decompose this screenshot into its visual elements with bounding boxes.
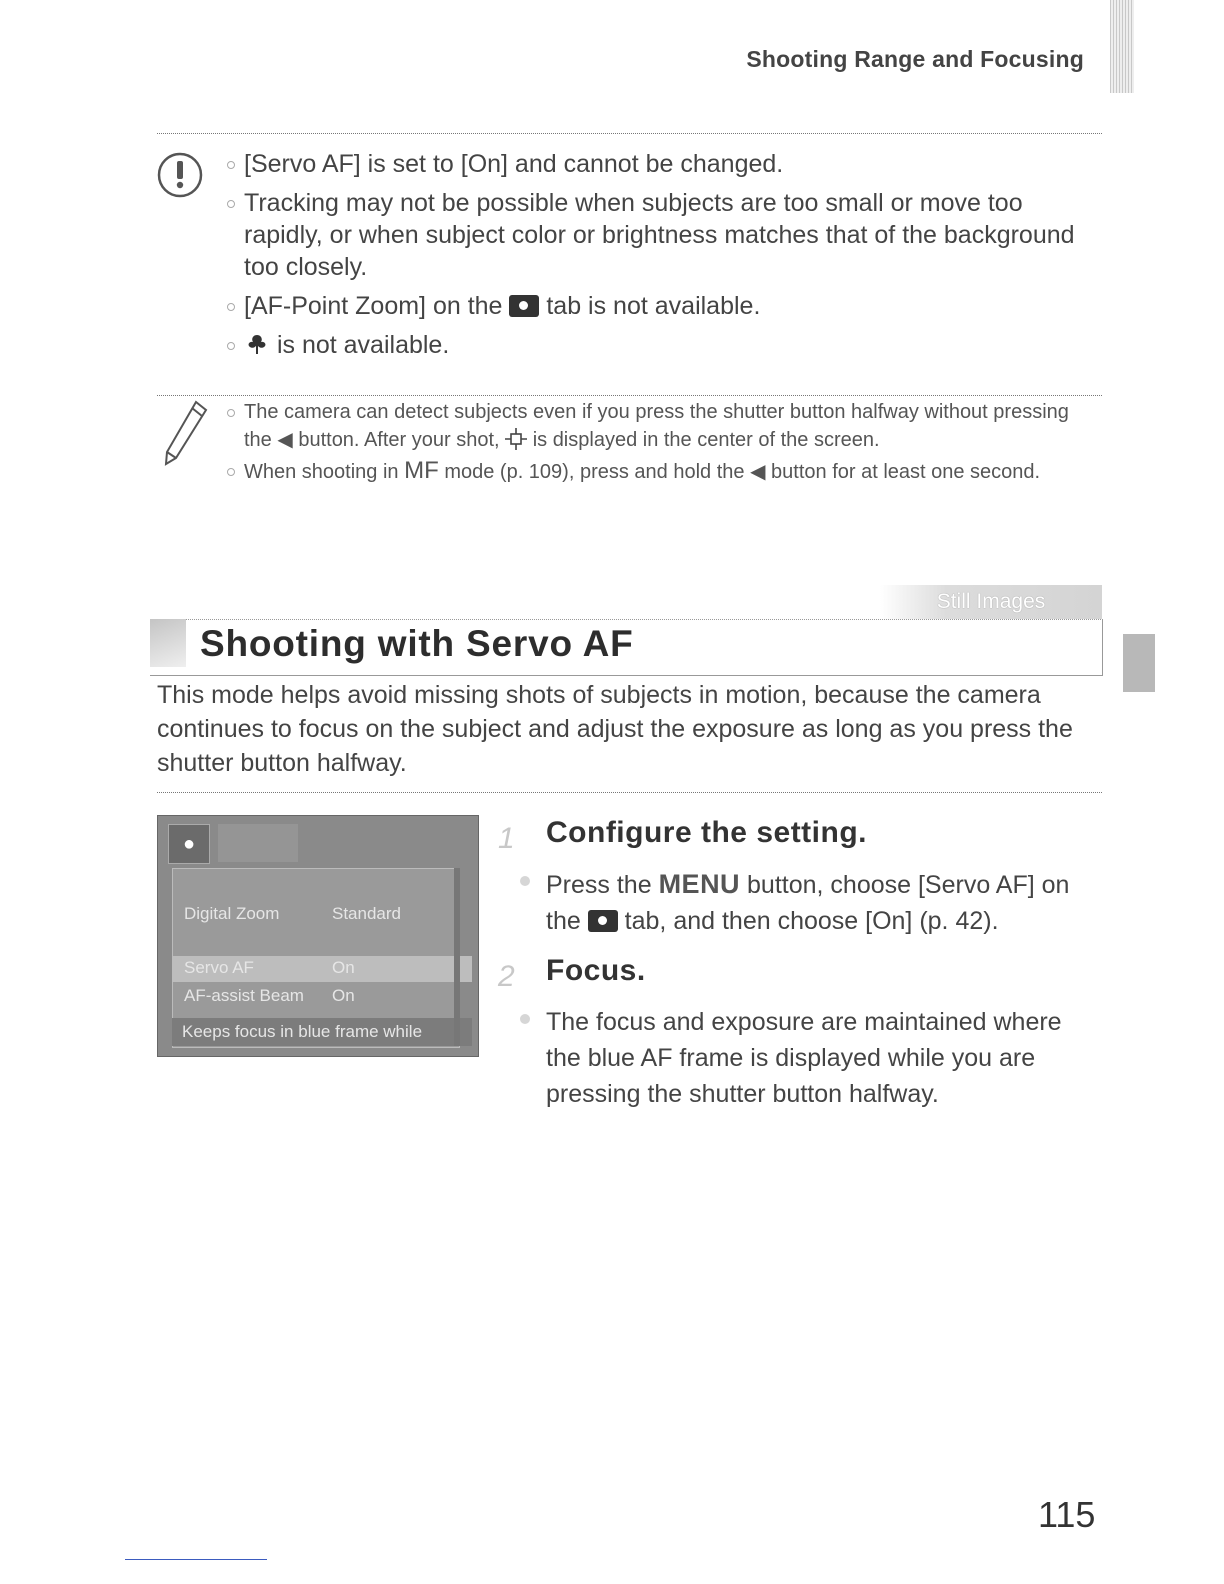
camera-icon: ●	[168, 824, 210, 864]
footer-rule	[125, 1559, 267, 1560]
caution-item: Tracking may not be possible when subjects are too small or move too rapidly, or when subject color or brightness matches that of the background too closely.	[244, 187, 1084, 283]
step-number: 2	[498, 960, 515, 993]
camera-tab-icon	[588, 910, 618, 932]
step-title: Focus.	[546, 954, 646, 987]
caution-item: [AF-Point Zoom] on the tab is not available.	[244, 290, 1084, 322]
screen-menu-row: AF-assist Beam On	[184, 986, 355, 1005]
step-text: Press the MENU button, choose [Servo AF] on the tab, and then choose [On] (p. 42).	[546, 869, 1070, 935]
mf-mode-label: MF	[404, 457, 439, 484]
divider	[157, 133, 1102, 134]
section-intro: This mode helps avoid missing shots of subjects in motion, because the camera continues to focus on the subject and adjust the exposure as long as you press the shutter button halfway.	[157, 681, 1073, 777]
running-header: Shooting Range and Focusing	[746, 46, 1084, 72]
note-item: When shooting in MF mode (p. 109), press and hold the ◀ button for at least one second.	[244, 457, 1094, 486]
pencil-icon	[160, 398, 210, 470]
note-list	[244, 398, 1094, 489]
step-text: The focus and exposure are maintained where the blue AF frame is displayed while you are pressing the shutter button halfway.	[546, 1008, 1062, 1108]
screen-menu-row-selected: Servo AF On	[172, 956, 472, 982]
divider	[157, 395, 1102, 396]
note-item: The camera can detect subjects even if you press the shutter button halfway without pressing the ◀ button. After your shot, is displayed in the center of the screen.	[244, 398, 1094, 454]
menu-button-label: MENU	[658, 869, 741, 899]
screen-tab	[218, 824, 298, 862]
page-number: 115	[1038, 1494, 1096, 1535]
step-title: Configure the setting.	[546, 816, 867, 849]
divider	[157, 792, 1102, 793]
camera-tab-icon	[509, 295, 539, 317]
screen-menu-row: Digital Zoom Standard	[184, 904, 401, 923]
camera-menu-screenshot	[157, 815, 479, 1057]
step-number: 1	[498, 822, 515, 855]
section-title: Shooting with Servo AF	[200, 623, 634, 664]
screen-scrollbar	[454, 868, 460, 1046]
caution-icon	[155, 150, 205, 200]
af-frame-icon	[505, 428, 527, 450]
step-bullet	[520, 1014, 530, 1024]
step-bullet	[520, 876, 530, 886]
caution-item: [Servo AF] is set to [On] and cannot be changed.	[244, 148, 1084, 180]
chapter-tab-marker	[1110, 0, 1134, 93]
section-marker	[150, 619, 186, 667]
left-button-icon: ◀	[277, 429, 293, 451]
still-images-badge: Still Images	[880, 585, 1102, 619]
left-button-icon: ◀	[750, 461, 766, 483]
caution-item: is not available.	[244, 329, 1084, 361]
macro-icon	[244, 332, 270, 356]
side-tab-marker	[1123, 634, 1155, 692]
screen-hint: Keeps focus in blue frame while	[172, 1018, 472, 1046]
caution-list	[244, 148, 1084, 368]
